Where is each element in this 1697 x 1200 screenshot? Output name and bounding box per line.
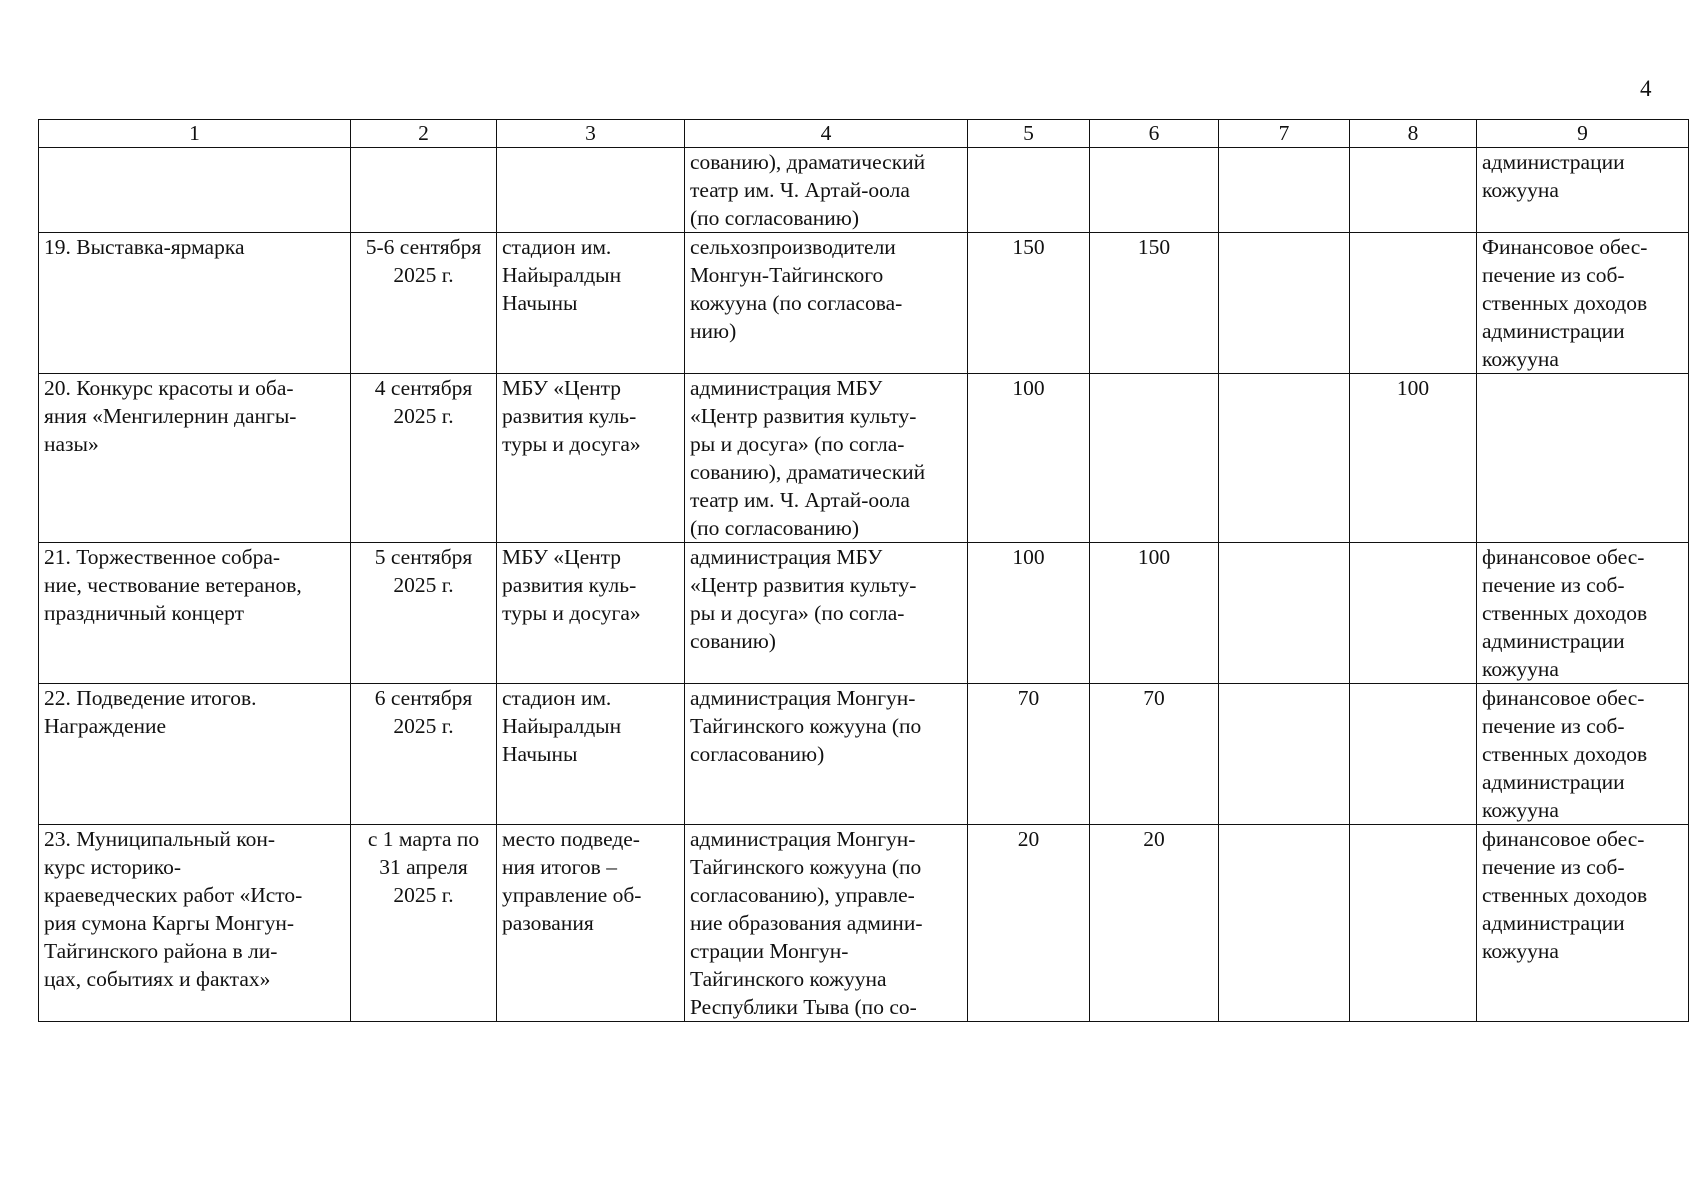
cell-col-7 [1219,684,1350,825]
header-row [39,120,1689,148]
cell-col-8 [1350,148,1477,233]
cell-col-8: 100 [1350,374,1477,543]
cell-col-7 [1219,148,1350,233]
cell-event: 22. Подведение итогов. Награждение [39,684,351,825]
cell-responsible: администрация Монгун- Тайгинского кожууна (по согласованию) [685,684,968,825]
cell-col-6: 20 [1090,825,1219,1022]
header-col-8: 8 [1350,120,1477,148]
cell-financing: администрации кожууна [1477,148,1689,233]
cell-col-6: 150 [1090,233,1219,374]
header-col-1: 1 [39,120,351,148]
cell-col-5: 20 [968,825,1090,1022]
cell-venue: стадион им. Найыралдын Начыны [497,233,685,374]
cell-col-6 [1090,374,1219,543]
cell-col-8 [1350,684,1477,825]
cell-venue: МБУ «Центр развития куль- туры и досуга» [497,543,685,684]
table-row-22 [39,684,1689,825]
header-col-6: 6 [1090,120,1219,148]
cell-responsible: администрация МБУ «Центр развития культу- ры и досуга» (по согла- сованию), драматический театр им. Ч. Артай-оола (по согласованию) [685,374,968,543]
cell-financing: Финансовое обес- печение из соб- ственных доходов администрации кожууна [1477,233,1689,374]
header-col-3: 3 [497,120,685,148]
cell-event [39,148,351,233]
cell-date: 5 сентября 2025 г. [351,543,497,684]
header-col-5: 5 [968,120,1090,148]
cell-event: 20. Конкурс красоты и оба- яния «Менгилернин дангы- назы» [39,374,351,543]
cell-responsible: сельхозпроизводители Монгун-Тайгинского кожууна (по согласова- нию) [685,233,968,374]
cell-venue [497,148,685,233]
cell-responsible: администрация Монгун- Тайгинского кожууна (по согласованию), управле- ние образования админи- страции Монгун- Тайгинского кожууна Республики Тыва (по со- [685,825,968,1022]
events-table [38,119,1689,1022]
cell-venue: место подведе- ния итогов – управление об- разования [497,825,685,1022]
cell-col-5: 70 [968,684,1090,825]
cell-col-6 [1090,148,1219,233]
cell-date: с 1 марта по 31 апреля 2025 г. [351,825,497,1022]
page-number: 4 [1640,76,1652,101]
cell-venue: МБУ «Центр развития куль- туры и досуга» [497,374,685,543]
cell-responsible: администрация МБУ «Центр развития культу- ры и досуга» (по согла- сованию) [685,543,968,684]
table-row-20 [39,374,1689,543]
table-row-21 [39,543,1689,684]
cell-col-7 [1219,825,1350,1022]
cell-event: 23. Муниципальный кон- курс историко- краеведческих работ «Исто- рия сумона Каргы Монгун- Тайгинского района в ли- цах, событиях и фактах» [39,825,351,1022]
cell-col-5: 100 [968,543,1090,684]
header-col-7: 7 [1219,120,1350,148]
cell-col-7 [1219,543,1350,684]
header-col-2: 2 [351,120,497,148]
cell-venue: стадион им. Найыралдын Начыны [497,684,685,825]
table-row-23 [39,825,1689,1022]
cell-event: 21. Торжественное собра- ние, чествование ветеранов, праздничный концерт [39,543,351,684]
cell-col-7 [1219,233,1350,374]
cell-event: 19. Выставка-ярмарка [39,233,351,374]
table-row-19 [39,233,1689,374]
cell-date: 4 сентября 2025 г. [351,374,497,543]
cell-date: 6 сентября 2025 г. [351,684,497,825]
header-col-4: 4 [685,120,968,148]
header-col-9: 9 [1477,120,1689,148]
cell-col-7 [1219,374,1350,543]
cell-col-8 [1350,233,1477,374]
cell-col-5: 150 [968,233,1090,374]
cell-col-6: 100 [1090,543,1219,684]
cell-date [351,148,497,233]
cell-financing: финансовое обес- печение из соб- ственных доходов администрации кожууна [1477,684,1689,825]
cell-financing [1477,374,1689,543]
cell-responsible: сованию), драматический театр им. Ч. Артай-оола (по согласованию) [685,148,968,233]
cell-date: 5-6 сентября 2025 г. [351,233,497,374]
cell-financing: финансовое обес- печение из соб- ственных доходов администрации кожууна [1477,825,1689,1022]
cell-financing: финансовое обес- печение из соб- ственных доходов администрации кожууна [1477,543,1689,684]
cell-col-5 [968,148,1090,233]
cell-col-6: 70 [1090,684,1219,825]
table-row-continuation [39,148,1689,233]
cell-col-8 [1350,543,1477,684]
cell-col-8 [1350,825,1477,1022]
cell-col-5: 100 [968,374,1090,543]
